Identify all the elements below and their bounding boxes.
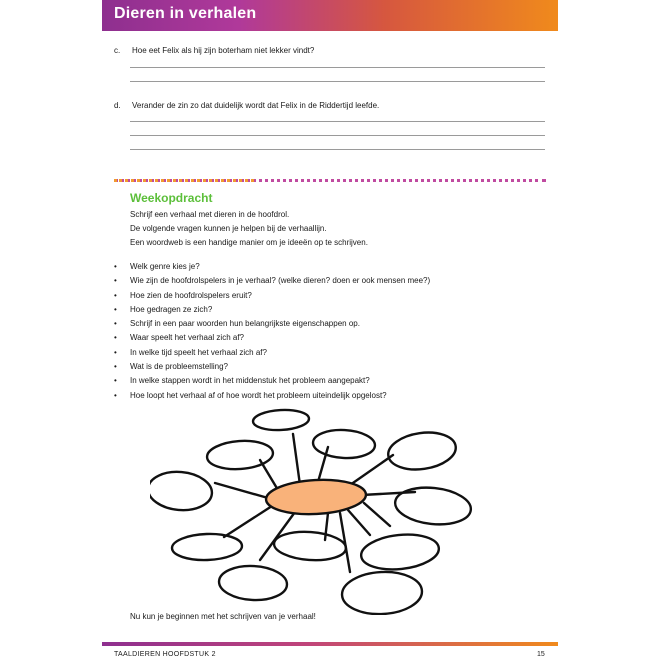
web-bubble[interactable] [253, 409, 310, 432]
section-title: Weekopdracht [130, 191, 213, 205]
web-bubble[interactable] [386, 428, 458, 473]
web-bubble[interactable] [273, 530, 347, 563]
question-c [114, 46, 314, 55]
footer-band [102, 642, 558, 646]
intro-line: Schrijf een verhaal met dieren in de hoofdrol. [130, 210, 290, 219]
list-item: • In welke tijd speelt het verhaal zich af? [114, 348, 430, 362]
web-bubble[interactable] [150, 469, 214, 512]
page-title: Dieren in verhalen [114, 5, 257, 22]
web-connector [364, 503, 390, 526]
question-text: Verander de zin zo dat duidelijk wordt dat Felix in de Riddertijd leefde. [132, 101, 380, 110]
word-web [150, 400, 480, 615]
section-divider-accent [114, 179, 254, 182]
web-center-bubble[interactable] [265, 477, 367, 516]
web-connector [348, 510, 370, 535]
answer-line[interactable] [130, 67, 545, 68]
list-item: • Waar speelt het verhaal zich af? [114, 333, 430, 347]
question-text: Hoe eet Felix als hij zijn boterham niet lekker vindt? [132, 46, 315, 55]
footer-chapter: TAALDIEREN HOOFDSTUK 2 [114, 651, 216, 658]
intro-line: Een woordweb is een handige manier om je ideeën op te schrijven. [130, 238, 368, 247]
list-item: • Hoe gedragen ze zich? [114, 305, 430, 319]
answer-line[interactable] [130, 149, 545, 150]
web-connector [215, 483, 268, 498]
answer-line[interactable] [130, 81, 545, 82]
closing-text: Nu kun je beginnen met het schrijven van je verhaal! [130, 612, 316, 621]
intro-line: De volgende vragen kunnen je helpen bij de verhaallijn. [130, 224, 327, 233]
list-item: • Hoe loopt het verhaal af of hoe wordt het probleem uiteindelijk opgelost? [114, 391, 430, 405]
web-connector [293, 434, 300, 485]
list-item: • Wat is de probleemstelling? [114, 362, 430, 376]
question-list [114, 262, 430, 405]
web-bubble[interactable] [393, 484, 472, 528]
answer-line[interactable] [130, 121, 545, 122]
web-bubble[interactable] [341, 570, 423, 615]
list-item: • Hoe zien de hoofdrolspelers eruit? [114, 291, 430, 305]
list-item: • Schrijf in een paar woorden hun belangrijkste eigenschappen op. [114, 319, 430, 333]
list-item: • In welke stappen wordt in het middenstuk het probleem aangepakt? [114, 376, 430, 390]
list-item: • Welk genre kies je? [114, 262, 430, 276]
web-bubble[interactable] [359, 531, 440, 573]
web-bubble[interactable] [312, 428, 375, 459]
question-letter: c. [114, 46, 121, 55]
question-d [114, 101, 379, 110]
question-letter: d. [114, 101, 121, 110]
web-bubble[interactable] [172, 533, 243, 561]
web-connector [260, 512, 295, 560]
web-bubble[interactable] [218, 564, 288, 602]
page-number: 15 [537, 651, 545, 658]
answer-line[interactable] [130, 135, 545, 136]
web-connector [224, 506, 272, 537]
web-connector [350, 455, 393, 485]
web-connector [362, 492, 415, 495]
list-item: • Wie zijn de hoofdrolspelers in je verhaal? (welke dieren? doen er ook mensen mee?) [114, 276, 430, 290]
header-band [102, 0, 558, 31]
